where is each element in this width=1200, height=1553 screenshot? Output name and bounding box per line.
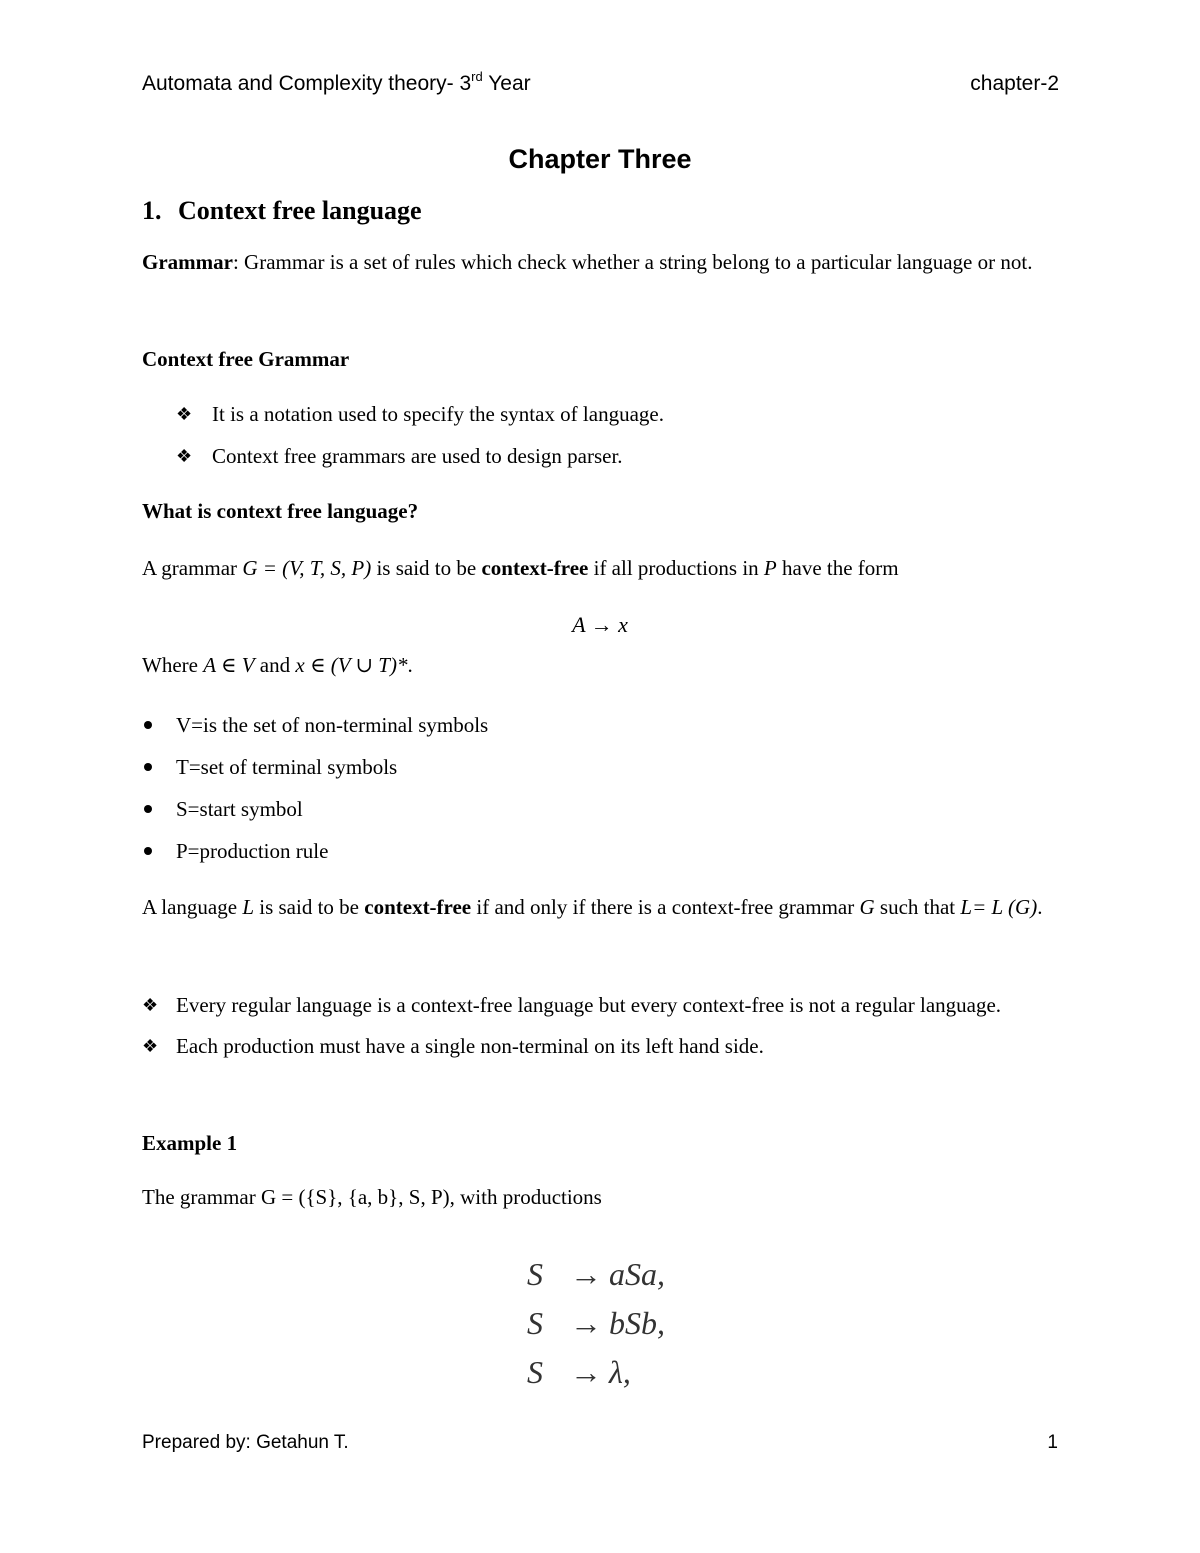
language-equation: L= L (G) [960,895,1038,919]
diamond-bullet-icon: ❖ [176,404,193,424]
example-heading: Example 1 [142,1131,238,1155]
list-item-text: Each production must have a single non-terminal on its left hand side. [176,1034,764,1058]
context-free-term: context-free [364,895,472,919]
definition-text: A grammar [142,556,243,580]
header-chapter-label: chapter-2 [970,72,1059,95]
production-lhs: S [527,1256,543,1292]
grammar-tuple: G = (V, T, S, P) [242,556,372,580]
list-item-text: S=start symbol [176,797,303,821]
production-rule [527,1299,665,1348]
cfg-heading: Context free Grammar [142,347,350,371]
where-text: Where [142,653,204,677]
diamond-bullet-icon: ❖ [176,446,193,466]
language-def-text: is said to be [254,895,365,919]
list-item [142,746,488,788]
round-bullet-icon [144,763,152,771]
production-rhs: λ, [609,1354,631,1390]
language-def-text: such that [874,895,961,919]
production-rhs: bSb, [609,1305,665,1341]
production-rule [527,1250,665,1299]
production-arrow: → [570,1256,602,1292]
production-rule [527,1348,665,1397]
diamond-bullet-icon: ❖ [142,995,159,1015]
header-ordinal-sup: rd [471,69,483,84]
production-arrow: → [570,1354,602,1390]
where-line [142,645,1062,686]
list-item [142,830,488,872]
where-formula-a: A ∈ V [203,653,255,677]
list-item-text: P=production rule [176,839,329,863]
language-definition [142,887,1062,928]
header-course-text: Automata and Complexity theory- 3 [142,72,472,95]
definition-text: if all productions in [588,556,764,580]
production-form-formula: A → x [572,612,628,637]
cfl-question-heading: What is context free language? [142,499,419,523]
list-item [176,435,664,477]
footer-author: Prepared by: Getahun T. [142,1432,349,1453]
context-free-term: context-free [481,556,589,580]
list-item [142,1026,1042,1067]
production-rules [527,1250,665,1397]
definition-text: is said to be [371,556,482,580]
footer-page-number: 1 [1047,1432,1058,1453]
list-item-text: T=set of terminal symbols [176,755,398,779]
production-rhs: aSa, [609,1256,665,1292]
section-number: 1. [142,196,162,225]
where-formula-x: x ∈ (V ∪ T)* [295,653,408,677]
list-item-text: V=is the set of non-terminal symbols [176,713,489,737]
grammar-definition: : Grammar is a set of rules which check whether a string belong to a particular language or not. [232,250,1033,274]
header-year-text: Year [482,72,531,95]
example-text: The grammar G = ({S}, {a, b}, S, P), with productions [142,1185,602,1209]
list-item [142,985,1042,1026]
productions-symbol: P [763,556,777,580]
language-def-text: . [1037,895,1043,919]
chapter-title: Chapter Three [508,144,692,174]
list-item [176,393,664,435]
production-arrow: → [570,1305,602,1341]
list-item-text: Every regular language is a context-free language but every context-free is not a regular language. [176,993,1002,1017]
header-course-title [142,69,531,96]
production-lhs: S [527,1305,543,1341]
round-bullet-icon [144,805,152,813]
production-lhs: S [527,1354,543,1390]
language-symbol: L [242,895,254,919]
grammar-paragraph [142,242,1062,283]
section-heading-text: Context free language [178,196,422,225]
list-item [142,704,488,746]
symbol-bullet-list [142,704,488,872]
language-def-text: if and only if there is a context-free grammar [471,895,860,919]
cfg-definition [142,548,1062,589]
list-item-text: It is a notation used to specify the syntax of language. [212,402,664,426]
round-bullet-icon [144,847,152,855]
language-def-text: A language [142,895,243,919]
list-item-text: Context free grammars are used to design parser. [212,444,623,468]
round-bullet-icon [144,721,152,729]
cfg-bullet-list [176,393,664,477]
notes-bullet-list [142,985,1042,1067]
grammar-symbol: G [859,895,875,919]
where-text: . [407,653,413,677]
definition-text: have the form [776,556,899,580]
diamond-bullet-icon: ❖ [142,1036,159,1056]
section-heading [142,196,422,226]
list-item [142,788,488,830]
where-text: and [254,653,296,677]
grammar-term: Grammar [142,250,233,274]
